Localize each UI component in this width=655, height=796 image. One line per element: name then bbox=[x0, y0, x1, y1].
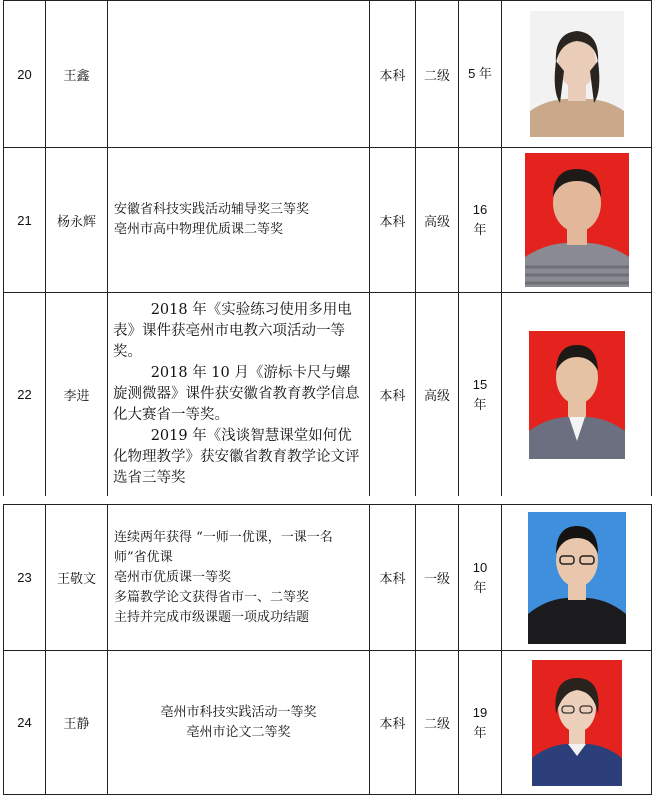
teacher-table-lower bbox=[3, 504, 652, 795]
achievement-line: 亳州市论文二等奖 bbox=[186, 724, 291, 740]
teaching-years bbox=[459, 651, 502, 795]
row-number: 23 bbox=[4, 505, 46, 651]
achievement-line: 连续两年获得 “一师一优课，一课一名师”省优课 bbox=[114, 529, 333, 565]
teacher-photo bbox=[525, 153, 629, 287]
row-number: 24 bbox=[4, 651, 46, 795]
photo-cell bbox=[502, 148, 652, 293]
photo-cell bbox=[502, 293, 652, 497]
achievement-line: 主持并完成市级课题一项成功结题 bbox=[114, 609, 310, 625]
years-unit: 年 bbox=[473, 222, 487, 237]
teacher-photo bbox=[532, 660, 622, 786]
years-unit: 年 bbox=[473, 396, 487, 412]
teaching-years bbox=[459, 148, 502, 293]
table-row bbox=[4, 1, 652, 148]
achievements-cell bbox=[108, 651, 370, 795]
teacher-name: 王敬文 bbox=[46, 505, 108, 651]
achievements-cell bbox=[108, 1, 370, 148]
degree: 本科 bbox=[370, 505, 416, 651]
teaching-years bbox=[459, 293, 502, 497]
page-break bbox=[0, 496, 655, 504]
years-number: 19 bbox=[472, 704, 488, 720]
teaching-years bbox=[459, 1, 502, 148]
photo-cell bbox=[502, 505, 652, 651]
achievement-paragraph: 2018 年 10 月《游标卡尺与螺旋测微器》课件获安徽省教育教学信息化大赛省一等奖。 bbox=[113, 365, 360, 423]
teacher-photo bbox=[530, 11, 624, 137]
row-number: 21 bbox=[4, 148, 46, 293]
teacher-table-upper bbox=[3, 0, 652, 497]
achievement-line: 亳州市高中物理优质课二等奖 bbox=[114, 222, 284, 237]
teacher-photo bbox=[528, 512, 626, 644]
row-number: 20 bbox=[4, 1, 46, 148]
portrait-image bbox=[529, 331, 625, 459]
table-row bbox=[4, 148, 652, 293]
years-text: 5 年 bbox=[468, 66, 492, 81]
table-row bbox=[4, 651, 652, 795]
title-level: 二级 bbox=[416, 1, 459, 148]
teacher-name: 李进 bbox=[46, 293, 108, 497]
achievement-line: 安徽省科技实践活动辅导奖三等奖 bbox=[114, 202, 310, 217]
portrait-image bbox=[525, 153, 629, 287]
photo-cell bbox=[502, 651, 652, 795]
teacher-name: 王静 bbox=[46, 651, 108, 795]
achievement-paragraph: 2018 年《实验练习使用多用电表》课件获亳州市电教六项活动一等奖。 bbox=[113, 302, 352, 360]
teacher-name: 王鑫 bbox=[46, 1, 108, 148]
title-level: 一级 bbox=[416, 505, 459, 651]
years-unit: 年 bbox=[473, 579, 487, 595]
achievements-cell bbox=[108, 148, 370, 293]
title-level: 二级 bbox=[416, 651, 459, 795]
achievements-cell bbox=[108, 505, 370, 651]
years-number: 15 bbox=[472, 376, 488, 392]
years-number: 10 bbox=[472, 559, 488, 575]
portrait-image bbox=[528, 512, 626, 644]
photo-cell bbox=[502, 1, 652, 148]
achievement-line: 亳州市科技实践活动一等奖 bbox=[160, 704, 317, 720]
achievements-cell bbox=[108, 293, 370, 497]
row-number: 22 bbox=[4, 293, 46, 497]
teacher-name: 杨永辉 bbox=[46, 148, 108, 293]
degree: 本科 bbox=[370, 148, 416, 293]
years-number: 16 bbox=[472, 202, 488, 217]
table-row bbox=[4, 293, 652, 497]
degree: 本科 bbox=[370, 293, 416, 497]
years-unit: 年 bbox=[473, 724, 487, 740]
portrait-image bbox=[530, 11, 624, 137]
degree: 本科 bbox=[370, 651, 416, 795]
degree: 本科 bbox=[370, 1, 416, 148]
achievement-paragraph: 2019 年《浅谈智慧课堂如何优化物理教学》获安徽省教育教学论文评选省三等奖 bbox=[113, 428, 360, 486]
title-level: 高级 bbox=[416, 148, 459, 293]
teacher-photo bbox=[529, 331, 625, 459]
title-level: 高级 bbox=[416, 293, 459, 497]
achievement-line: 多篇教学论文获得省市一、二等奖 bbox=[114, 589, 310, 605]
achievement-line: 亳州市优质课一等奖 bbox=[114, 569, 232, 585]
teaching-years bbox=[459, 505, 502, 651]
portrait-image bbox=[532, 660, 622, 786]
table-row bbox=[4, 505, 652, 651]
